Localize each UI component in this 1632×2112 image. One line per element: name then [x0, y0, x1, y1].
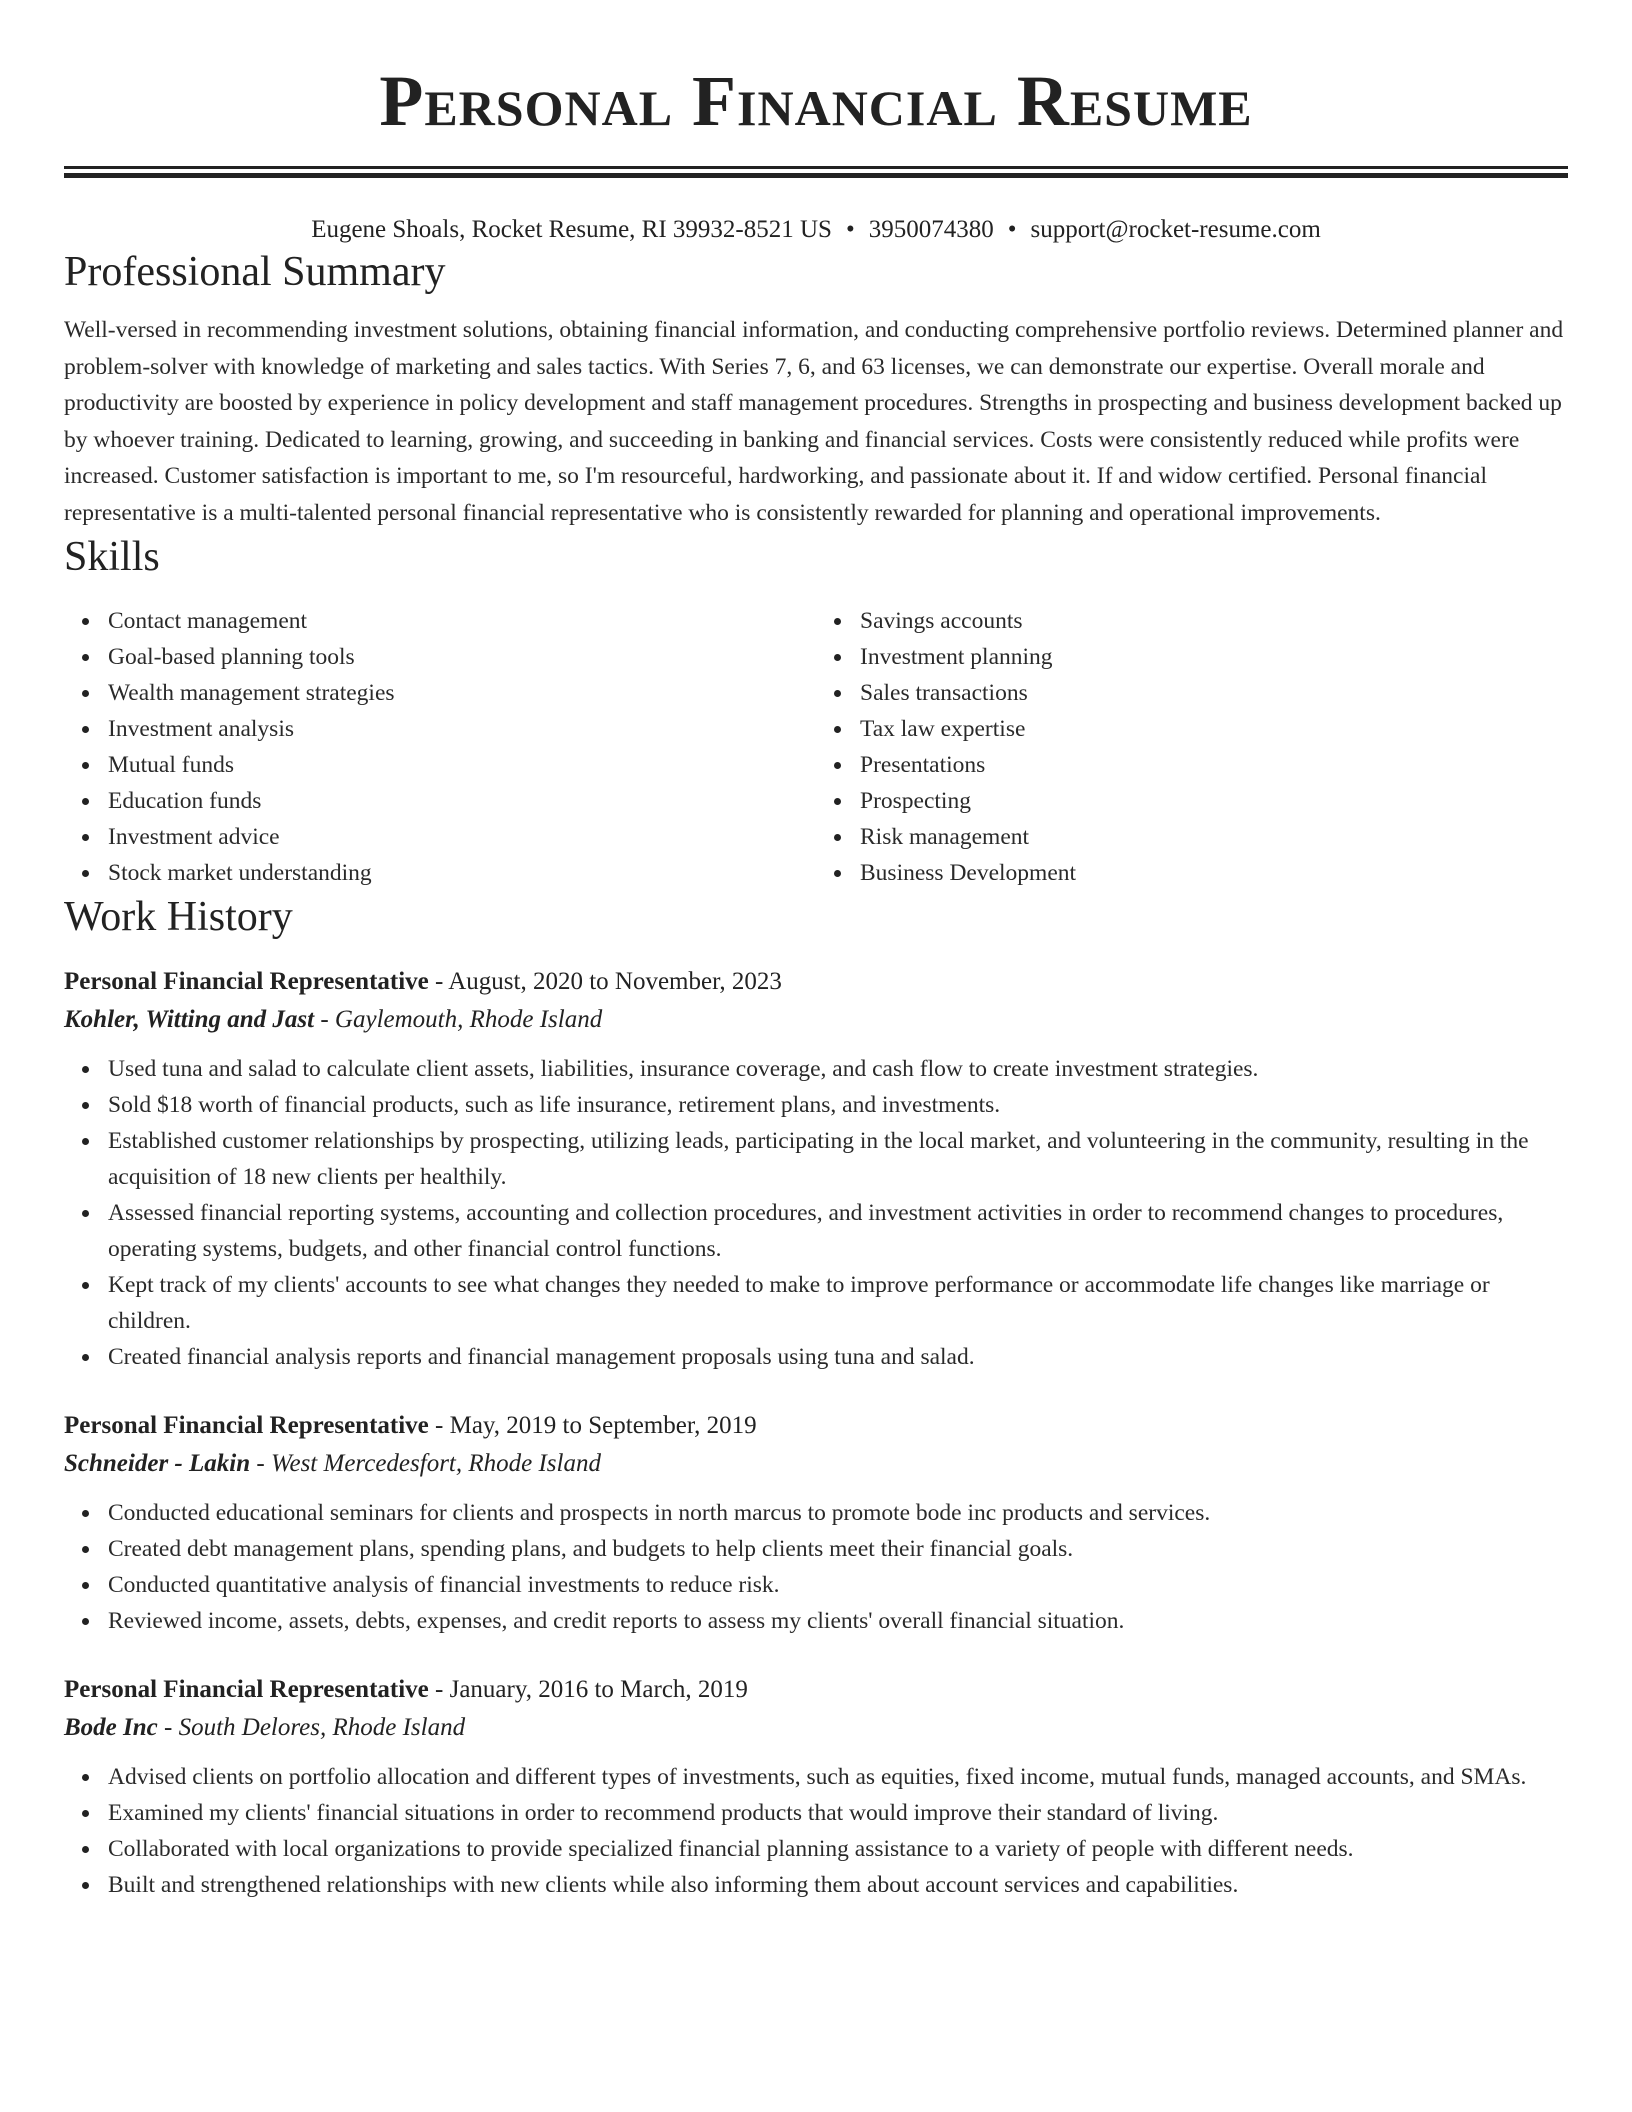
- job-bullet: Advised clients on portfolio allocation and different types of investments, such as equities, fixed income, mutual funds, managed accounts, and SMAs.: [108, 1759, 1568, 1795]
- job-company: Schneider - Lakin: [64, 1450, 251, 1477]
- skills-list-left: [64, 603, 816, 891]
- skill-item: Sales transactions: [860, 675, 1568, 711]
- job-location: - Gaylemouth, Rhode Island: [314, 1006, 603, 1033]
- contact-address: Eugene Shoals, Rocket Resume, RI 39932-8521 US: [311, 216, 832, 243]
- skills-list-right: [816, 603, 1568, 891]
- skill-item: Investment analysis: [108, 711, 816, 747]
- job-title: Personal Financial Representative: [64, 968, 429, 995]
- job-title: Personal Financial Representative: [64, 1676, 429, 1703]
- resume-title: Personal Financial Resume: [379, 61, 1253, 141]
- job-entry: [64, 963, 1568, 1375]
- job-bullets: [64, 1759, 1568, 1903]
- job-location: - West Mercedesfort, Rhode Island: [250, 1450, 601, 1477]
- skill-item: Prospecting: [860, 783, 1568, 819]
- skill-item: Stock market understanding: [108, 855, 816, 891]
- skills-heading: Skills: [64, 534, 160, 580]
- contact-email: support@rocket-resume.com: [1030, 216, 1321, 243]
- job-bullet: Conducted quantitative analysis of financial investments to reduce risk.: [108, 1567, 1568, 1603]
- job-entry: [64, 1671, 1568, 1903]
- job-dates: - August, 2020 to November, 2023: [428, 968, 782, 995]
- contact-separator: •: [1007, 216, 1017, 243]
- job-dates: - January, 2016 to March, 2019: [428, 1676, 748, 1703]
- job-bullet: Collaborated with local organizations to provide specialized financial planning assistance to a variety of people with different needs.: [108, 1831, 1568, 1867]
- contact-separator: •: [845, 216, 855, 243]
- job-company-line: [64, 1001, 1568, 1039]
- job-title-line: [64, 963, 1568, 1001]
- job-dates: - May, 2019 to September, 2019: [428, 1412, 757, 1439]
- skill-item: Mutual funds: [108, 747, 816, 783]
- skill-item: Risk management: [860, 819, 1568, 855]
- job-bullet: Reviewed income, assets, debts, expenses, and credit reports to assess my clients' overall financial situation.: [108, 1603, 1568, 1639]
- skill-item: Investment advice: [108, 819, 816, 855]
- job-title-line: [64, 1407, 1568, 1445]
- job-bullet: Established customer relationships by prospecting, utilizing leads, participating in the local market, and volunteering in the community, resulting in the acquisition of 18 new clients per healthily.: [108, 1123, 1568, 1195]
- skill-item: Tax law expertise: [860, 711, 1568, 747]
- contact-line: [64, 214, 1568, 246]
- job-title: Personal Financial Representative: [64, 1412, 429, 1439]
- summary-text: Well-versed in recommending investment solutions, obtaining financial information, and conducting comprehensive portfolio reviews. Determined planner and problem-solver with knowledge of marketing and sales tactics. With Series 7, 6, and 63 licenses, we can demonstrate our expertise. Overall morale and productivity are boosted by experience in policy development and staff management procedures. Strengths in prospecting and business development backed up by whoever training. Dedicated to learning, growing, and succeeding in banking and financial services. Costs were consistently reduced while profits were increased. Customer satisfaction is important to me, so I'm resourceful, hardworking, and passionate about it. If and widow certified. Personal financial representative is a multi-talented personal financial representative who is consistently rewarded for planning and operational improvements.: [64, 317, 1564, 526]
- skill-item: Business Development: [860, 855, 1568, 891]
- job-company: Bode Inc: [64, 1714, 158, 1741]
- title-divider: [64, 166, 1568, 178]
- skill-item: Savings accounts: [860, 603, 1568, 639]
- job-company: Kohler, Witting and Jast: [64, 1006, 315, 1033]
- skill-item: Investment planning: [860, 639, 1568, 675]
- job-title-line: [64, 1671, 1568, 1709]
- skill-item: Contact management: [108, 603, 816, 639]
- job-company-line: [64, 1709, 1568, 1747]
- job-bullet: Kept track of my clients' accounts to see what changes they needed to make to improve performance or accommodate life changes like marriage or children.: [108, 1267, 1568, 1339]
- job-location: - South Delores, Rhode Island: [157, 1714, 466, 1741]
- job-bullet: Built and strengthened relationships with new clients while also informing them about account services and capabilities.: [108, 1867, 1568, 1903]
- skill-item: Presentations: [860, 747, 1568, 783]
- job-bullets: [64, 1495, 1568, 1639]
- skills-grid: [64, 603, 1568, 891]
- job-bullets: [64, 1051, 1568, 1375]
- job-entry: [64, 1407, 1568, 1639]
- skill-item: Goal-based planning tools: [108, 639, 816, 675]
- summary-heading: Professional Summary: [64, 249, 446, 295]
- job-bullet: Created debt management plans, spending plans, and budgets to help clients meet their financial goals.: [108, 1531, 1568, 1567]
- job-company-line: [64, 1445, 1568, 1483]
- job-bullet: Created financial analysis reports and financial management proposals using tuna and salad.: [108, 1339, 1568, 1375]
- job-bullet: Conducted educational seminars for clients and prospects in north marcus to promote bode inc products and services.: [108, 1495, 1568, 1531]
- job-bullet: Examined my clients' financial situations in order to recommend products that would improve their standard of living.: [108, 1795, 1568, 1831]
- job-bullet: Used tuna and salad to calculate client assets, liabilities, insurance coverage, and cash flow to create investment strategies.: [108, 1051, 1568, 1087]
- work-history-heading: Work History: [64, 894, 293, 940]
- job-bullet: Sold $18 worth of financial products, such as life insurance, retirement plans, and investments.: [108, 1087, 1568, 1123]
- job-bullet: Assessed financial reporting systems, accounting and collection procedures, and investment activities in order to recommend changes to procedures, operating systems, budgets, and other financial control functions.: [108, 1195, 1568, 1267]
- contact-phone: 3950074380: [868, 216, 994, 243]
- skill-item: Education funds: [108, 783, 816, 819]
- skill-item: Wealth management strategies: [108, 675, 816, 711]
